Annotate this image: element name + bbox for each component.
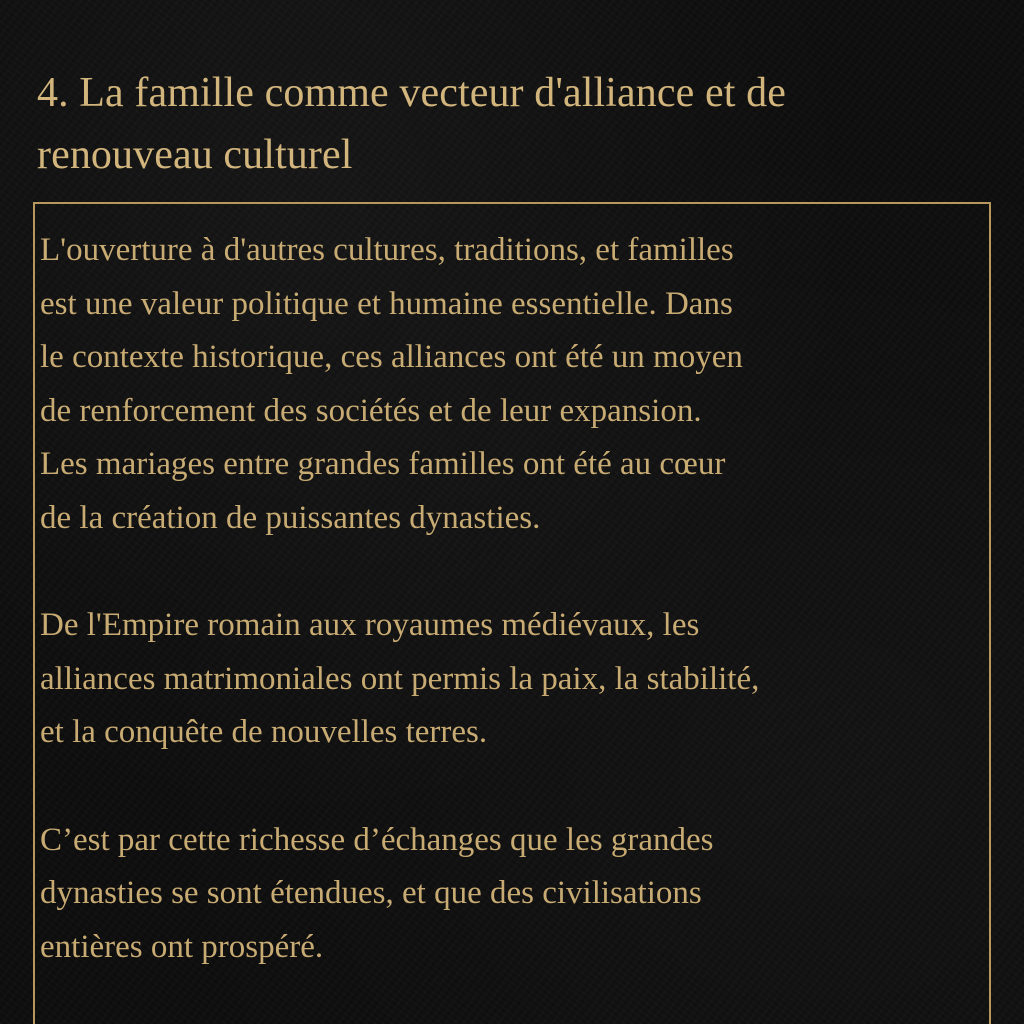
- section-heading: 4. La famille comme vecteur d'alliance et de renouveau culturel: [37, 70, 786, 178]
- body-text: [40, 224, 980, 1024]
- paragraph-alliances: L'ouverture à d'autres cultures, traditions, et familles est une valeur politique et humaine essentielle. Dans le contexte historique, ces alliances ont été un moyen de renforcement des sociétés et de leur expansion. Les mariages entre grandes familles ont été au cœur de la création de puissantes dynasties.: [40, 232, 743, 536]
- paragraph-empire: De l'Empire romain aux royaumes médiévaux, les alliances matrimoniales ont permis la paix, la stabilité, et la conquête de nouvelles terres.: [40, 607, 760, 750]
- paragraph-dynasties: C’est par cette richesse d’échanges que les grandes dynasties se sont étendues, et que des civilisations entières ont prospéré.: [40, 821, 714, 965]
